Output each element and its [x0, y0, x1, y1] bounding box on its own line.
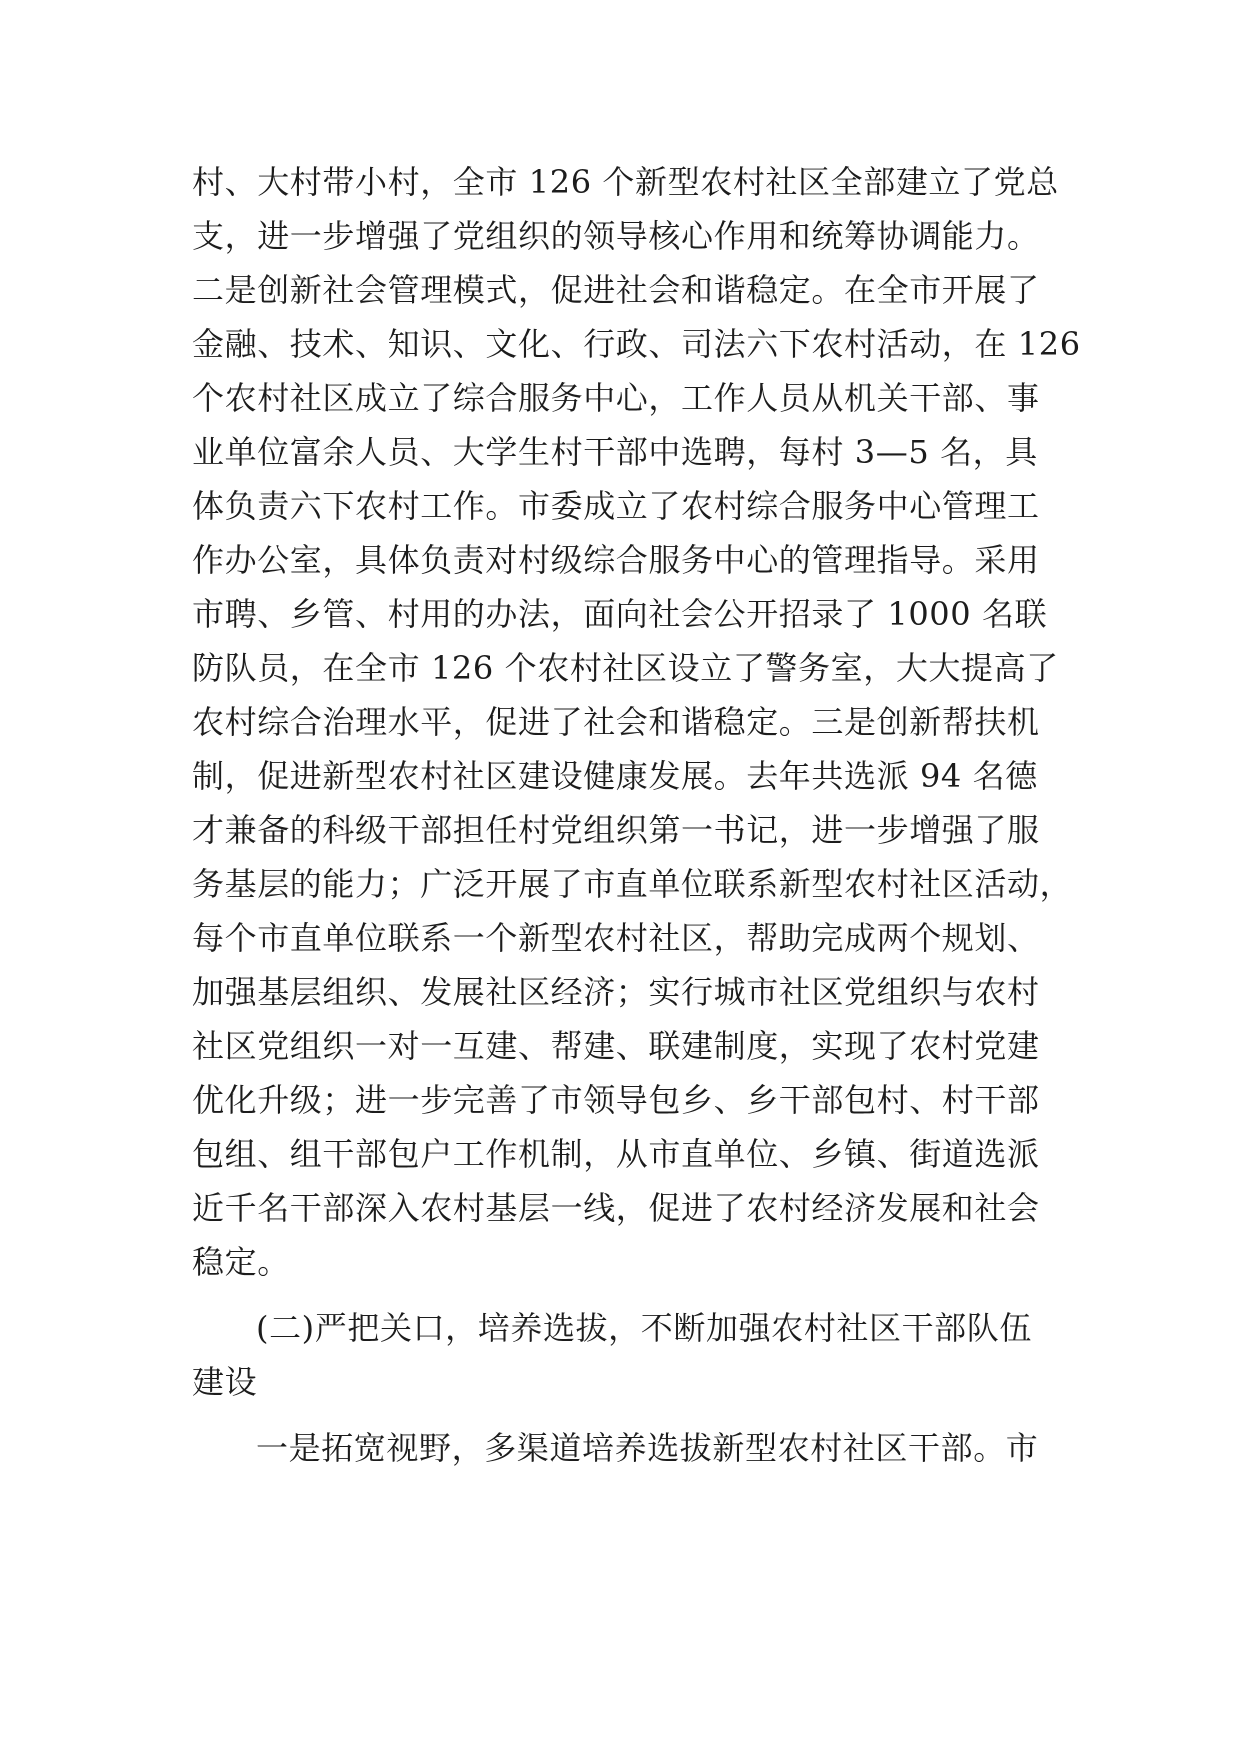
text-line: 市聘、乡管、村用的办法，面向社会公开招录了 1000 名联	[192, 595, 1048, 633]
text-line: 金融、技术、知识、文化、行政、司法六下农村活动，在 126	[192, 325, 1081, 363]
text-line: 优化升级；进一步完善了市领导包乡、乡干部包村、村干部	[192, 1081, 1040, 1119]
text-line: 一是拓宽视野，多渠道培养选拔新型农村社区干部。市	[256, 1429, 1039, 1467]
body-paragraph	[192, 155, 1081, 1289]
text-line: 包组、组干部包户工作机制，从市直单位、乡镇、街道选派	[192, 1135, 1040, 1173]
text-line: 农村综合治理水平，促进了社会和谐稳定。三是创新帮扶机	[192, 703, 1040, 741]
text-line: 近千名干部深入农村基层一线，促进了农村经济发展和社会	[192, 1189, 1040, 1227]
paragraph-gap	[192, 1409, 1052, 1421]
section-heading	[192, 1301, 1052, 1409]
paragraph-gap	[192, 1289, 1052, 1301]
document-body	[192, 155, 1081, 1475]
section-heading-line: (二)严把关口，培养选拔，不断加强农村社区干部队伍	[256, 1309, 1032, 1347]
text-line: 防队员，在全市 126 个农村社区设立了警务室，大大提高了	[192, 649, 1059, 687]
section-heading-line: 建设	[192, 1363, 258, 1401]
text-line: 二是创新社会管理模式，促进社会和谐稳定。在全市开展了	[192, 271, 1040, 309]
text-line: 稳定。	[192, 1243, 290, 1281]
text-line: 业单位富余人员、大学生村干部中选聘，每村 3—5 名，具	[192, 433, 1038, 471]
text-line: 社区党组织一对一互建、帮建、联建制度，实现了农村党建	[192, 1027, 1040, 1065]
text-line: 制，促进新型农村社区建设健康发展。去年共选派 94 名德	[192, 757, 1038, 795]
text-line: 才兼备的科级干部担任村党组织第一书记，进一步增强了服	[192, 811, 1040, 849]
text-line: 村、大村带小村，全市 126 个新型农村社区全部建立了党总	[192, 163, 1059, 201]
text-line: 个农村社区成立了综合服务中心，工作人员从机关干部、事	[192, 379, 1040, 417]
text-line: 务基层的能力；广泛开展了市直单位联系新型农村社区活动，	[192, 865, 1073, 903]
text-line: 体负责六下农村工作。市委成立了农村综合服务中心管理工	[192, 487, 1040, 525]
body-paragraph	[192, 1421, 1052, 1475]
text-line: 作办公室，具体负责对村级综合服务中心的管理指导。采用	[192, 541, 1040, 579]
text-line: 支，进一步增强了党组织的领导核心作用和统筹协调能力。	[192, 217, 1040, 255]
text-line: 每个市直单位联系一个新型农村社区，帮助完成两个规划、	[192, 919, 1040, 957]
text-line: 加强基层组织、发展社区经济；实行城市社区党组织与农村	[192, 973, 1040, 1011]
